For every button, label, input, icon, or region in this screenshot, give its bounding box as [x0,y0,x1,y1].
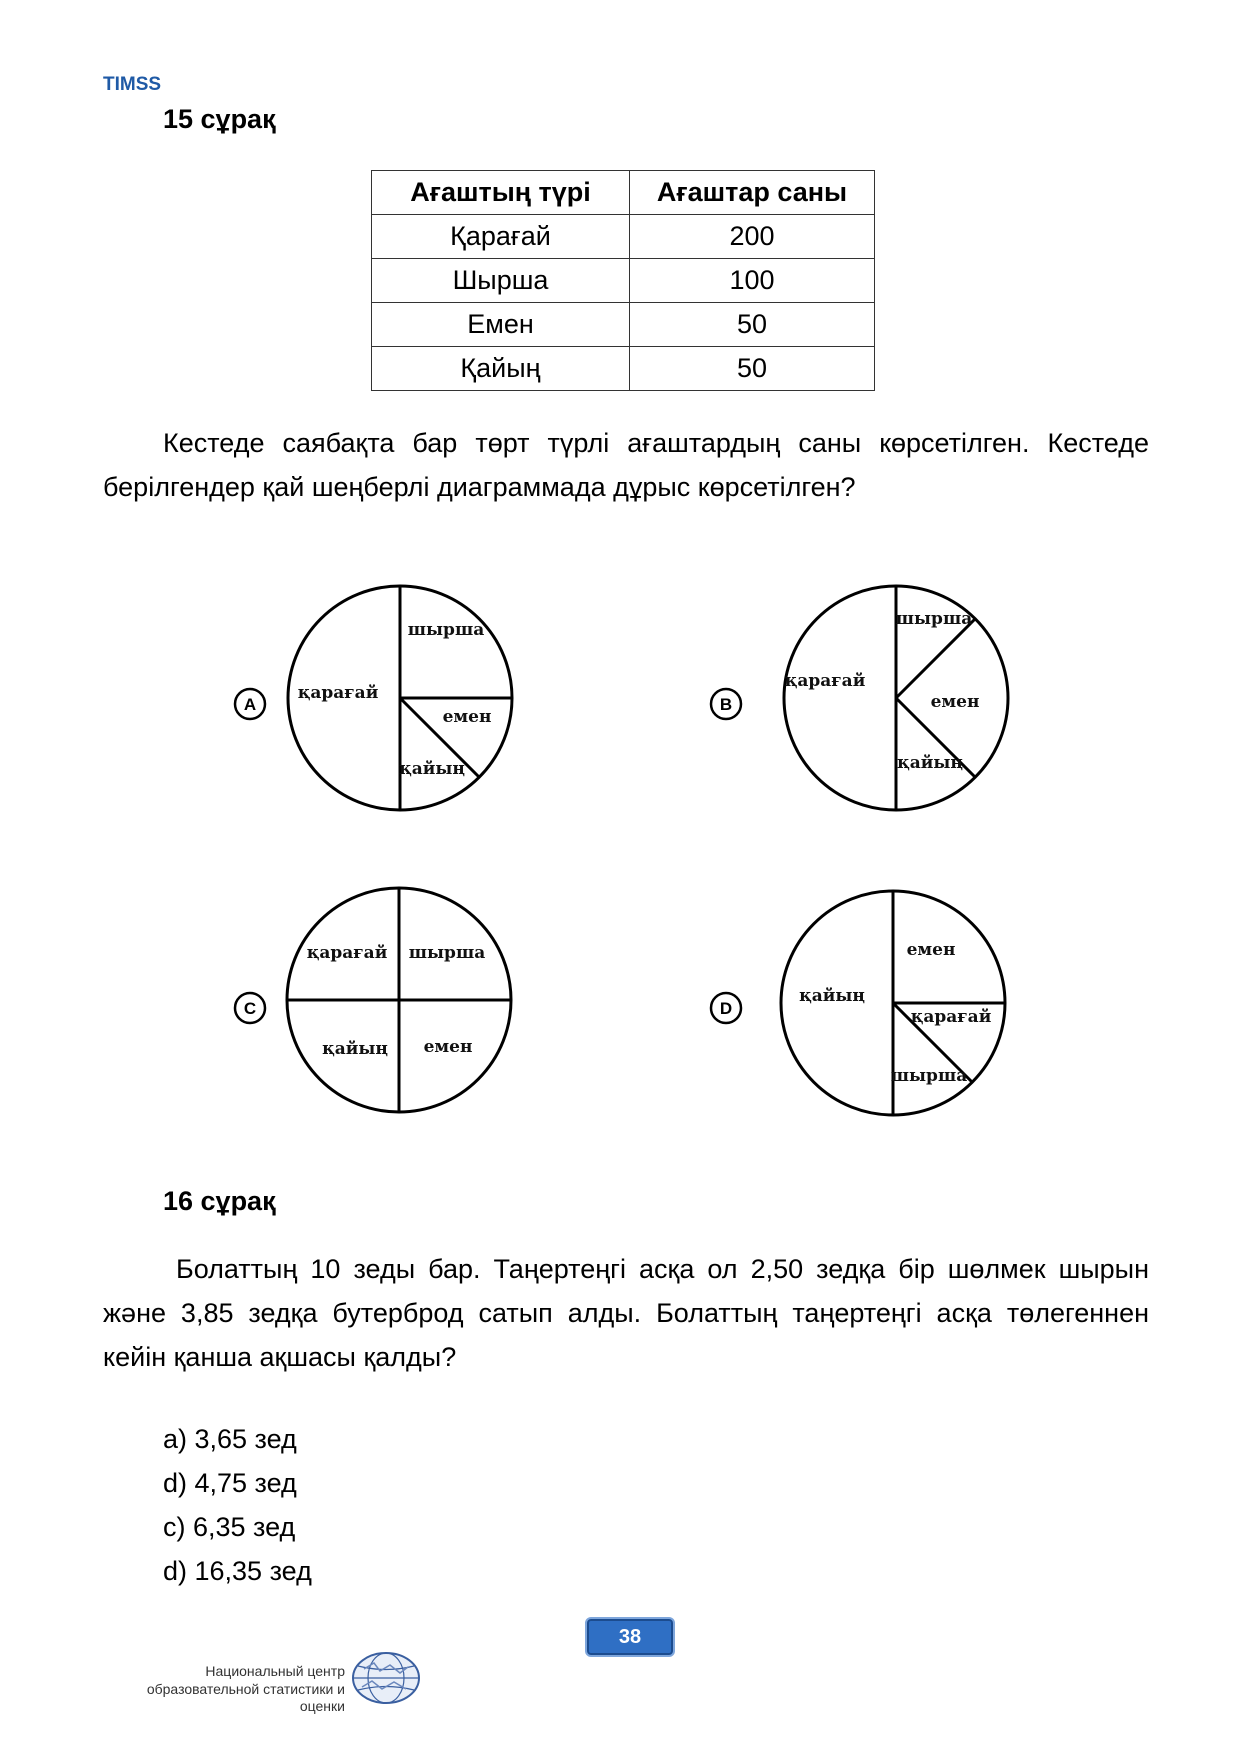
option-a-letter: A [243,695,257,714]
pie-b-divider [896,619,975,698]
pie-chart-d [711,891,1005,1115]
pie-a-label-kaiyn: қайың [399,759,465,779]
footer-org-line1: Национальный центр [205,1663,345,1679]
table-cell: Қарағай [372,215,630,259]
answer-option: a) 3,65 зед [163,1424,297,1454]
pie-b-label-kaiyn: қайың [897,753,963,773]
pie-a-label-emen: емен [442,707,492,727]
org-globe-logo-icon [350,1649,422,1707]
table-row [372,215,875,259]
pie-options-figure [0,560,1241,1140]
table-cell: 200 [630,215,875,259]
question-16-title: 16 сұрақ [163,1186,276,1216]
table-header: Ағаштың түрі [372,171,630,215]
header-tag: TIMSS [103,74,162,95]
answer-option: d) 16,35 зед [163,1556,312,1586]
footer-org-line2: образовательной статистики и оценки [146,1681,345,1714]
pie-d-label-shyrsha: шырша [890,1066,968,1086]
table-row [372,259,875,303]
pie-c-label-kaiyn: қайың [322,1039,388,1059]
question-15-text: Кестеде саябақта бар төрт түрлі ағаштардың саны көрсетілген. Кестеде берілгендер қай шеңберлі диаграммада дұрыс көрсетілген? [103,428,1149,502]
question-15-title: 15 сұрақ [163,104,276,134]
table-row [372,347,875,391]
table-cell: Қайың [372,347,630,391]
table-cell: 100 [630,259,875,303]
table-cell: 50 [630,303,875,347]
table-cell: Емен [372,303,630,347]
table-header: Ағаштар саны [630,171,875,215]
pie-d-label-karagai: қарағай [910,1007,992,1027]
pie-chart-b [711,586,1008,810]
answer-option: d) 4,75 зед [163,1468,297,1498]
pie-b-label-emen: емен [930,692,980,712]
pie-chart-a [235,586,512,810]
option-b-letter: B [719,695,733,714]
table-row [372,303,875,347]
pie-b-label-karagai: қарағай [784,671,866,691]
question-16-text: Болаттың 10 зеды бар. Таңертеңгі асқа ол 2,50 зедқа бір шөлмек шырын және 3,85 зедқа бутерброд сатып алды. Болаттың таңертеңгі асқа төлегеннен кейін қанша ақшасы қалды? [103,1254,1149,1372]
pie-d-label-kaiyn: қайың [799,986,865,1006]
pie-d-label-emen: емен [906,940,956,960]
page-number-badge: 38 [585,1617,675,1657]
table-cell: Шырша [372,259,630,303]
pie-c-label-shyrsha: шырша [408,943,486,963]
pie-a-label-shyrsha: шырша [407,620,485,640]
table-cell: 50 [630,347,875,391]
option-c-letter: C [243,999,257,1018]
pie-c-label-karagai: қарағай [306,943,388,963]
answer-option: c) 6,35 зед [163,1512,296,1542]
table-header-row [372,171,875,215]
pie-b-label-shyrsha: шырша [895,609,973,629]
tree-count-table [371,170,875,391]
pie-c-label-emen: емен [423,1037,473,1057]
pie-a-label-karagai: қарағай [297,683,379,703]
pie-chart-c [235,888,511,1112]
option-d-letter: D [719,999,733,1018]
